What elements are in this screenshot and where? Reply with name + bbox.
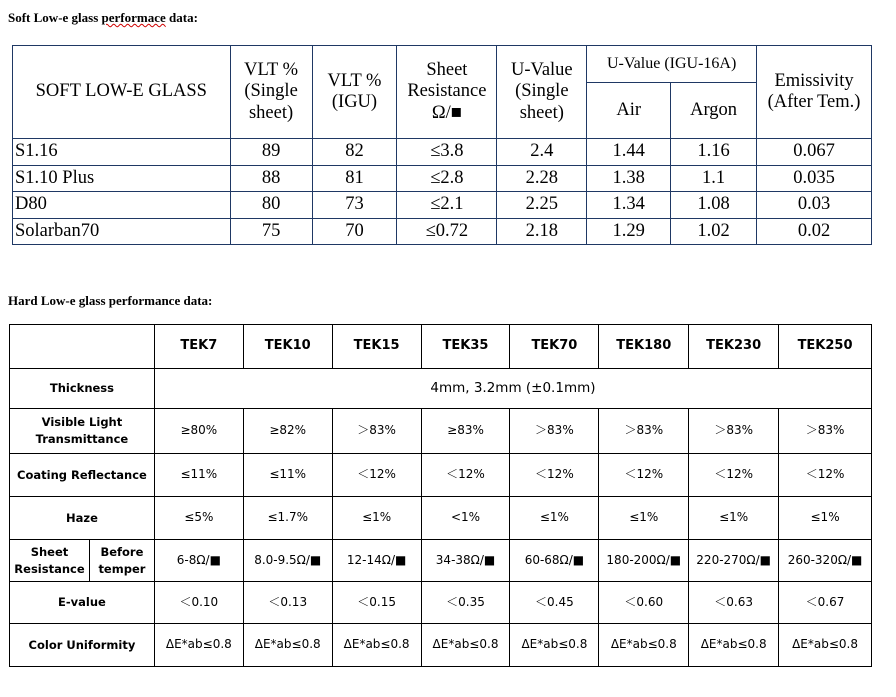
resistance-cell: 220-270Ω/■ (689, 540, 779, 582)
row-label-reflectance: Coating Reflectance (10, 454, 155, 497)
emissivity-cell: 0.067 (757, 139, 872, 166)
glass-name: S1.16 (13, 139, 231, 166)
label-line: temper (98, 561, 146, 576)
evalue-cell: ＜0.67 (779, 582, 872, 624)
resistance-cell: 6-8Ω/■ (154, 540, 243, 582)
reflectance-cell: ≤11% (243, 454, 332, 497)
reflectance-cell: ＜12% (779, 454, 872, 497)
uniformity-cell: ΔE*ab≤0.8 (421, 624, 510, 667)
column-header: TEK180 (599, 325, 689, 369)
row-sublabel-before-temper (89, 540, 154, 582)
table-row (13, 165, 872, 192)
table-row (10, 497, 872, 540)
argon-cell: 1.08 (671, 192, 757, 219)
vlt-igu-cell: 70 (312, 218, 397, 245)
emissivity-cell: 0.03 (757, 192, 872, 219)
argon-cell: 1.02 (671, 218, 757, 245)
header-line: Emissivity (774, 70, 854, 91)
resistance-cell: 8.0-9.5Ω/■ (243, 540, 332, 582)
table-row (13, 192, 872, 219)
evalue-cell: ＜0.15 (332, 582, 421, 624)
table-row (10, 369, 872, 409)
vlt-cell: ＞83% (510, 409, 599, 454)
u-single-cell: 2.18 (497, 218, 587, 245)
argon-cell: 1.16 (671, 139, 757, 166)
glass-name: S1.10 Plus (13, 165, 231, 192)
vlt-cell: ＞83% (779, 409, 872, 454)
u-single-cell: 2.28 (497, 165, 587, 192)
reflectance-cell: ＜12% (599, 454, 689, 497)
header-line: sheet) (519, 102, 564, 123)
header-u-single (497, 46, 587, 139)
uniformity-cell: ΔE*ab≤0.8 (510, 624, 599, 667)
vlt-cell: ≥83% (421, 409, 510, 454)
glass-name: Solarban70 (13, 218, 231, 245)
vlt-single-cell: 75 (230, 218, 312, 245)
header-vlt-igu (312, 46, 397, 139)
header-line: sheet) (248, 102, 294, 123)
hard-lowe-table (9, 324, 872, 667)
row-label-sheet-resistance (10, 540, 90, 582)
column-header: TEK15 (332, 325, 421, 369)
heading-part: data: (165, 10, 198, 25)
thickness-value: 4mm, 3.2mm (±0.1mm) (154, 369, 871, 409)
header-air: Air (587, 83, 671, 139)
header-line: VLT % (244, 60, 299, 81)
haze-cell: ≤1% (510, 497, 599, 540)
soft-lowe-heading (8, 10, 198, 26)
evalue-cell: ＜0.10 (154, 582, 243, 624)
haze-cell: <1% (421, 497, 510, 540)
header-sheet-resistance (397, 46, 497, 139)
haze-cell: ≤1% (689, 497, 779, 540)
table-row (10, 409, 872, 454)
resistance-cell: 260-320Ω/■ (779, 540, 872, 582)
column-header: TEK10 (243, 325, 332, 369)
table-row (10, 454, 872, 497)
header-argon: Argon (671, 83, 757, 139)
vlt-cell: ≥80% (154, 409, 243, 454)
header-line: (After Tem.) (767, 92, 861, 112)
header-line: Resistance (407, 81, 487, 102)
evalue-cell: ＜0.13 (243, 582, 332, 624)
evalue-cell: ＜0.60 (599, 582, 689, 624)
resistance-cell: 180-200Ω/■ (599, 540, 689, 582)
air-cell: 1.38 (587, 165, 671, 192)
corner-cell (10, 325, 155, 369)
evalue-cell: ＜0.63 (689, 582, 779, 624)
uniformity-cell: ΔE*ab≤0.8 (243, 624, 332, 667)
resistance-cell: 34-38Ω/■ (421, 540, 510, 582)
glass-name: D80 (13, 192, 231, 219)
uniformity-cell: ΔE*ab≤0.8 (689, 624, 779, 667)
label-line: Visible Light (41, 415, 123, 430)
vlt-igu-cell: 73 (312, 192, 397, 219)
resistance-cell: ≤3.8 (397, 139, 497, 166)
resistance-cell: ≤2.8 (397, 165, 497, 192)
uniformity-cell: ΔE*ab≤0.8 (599, 624, 689, 667)
air-cell: 1.44 (587, 139, 671, 166)
header-vlt-single (230, 46, 312, 139)
hard-lowe-heading: Hard Low-e glass performance data: (8, 293, 213, 308)
table-row (13, 139, 872, 166)
evalue-cell: ＜0.45 (510, 582, 599, 624)
row-label-evalue: E-value (10, 582, 155, 624)
uniformity-cell: ΔE*ab≤0.8 (332, 624, 421, 667)
evalue-cell: ＜0.35 (421, 582, 510, 624)
uniformity-cell: ΔE*ab≤0.8 (779, 624, 872, 667)
heading-misspelled-word: performace (101, 10, 166, 25)
row-label-vlt (10, 409, 155, 454)
column-header: TEK250 (779, 325, 872, 369)
header-line: Sheet (426, 60, 468, 81)
vlt-cell: ≥82% (243, 409, 332, 454)
column-header: TEK70 (510, 325, 599, 369)
label-line: Sheet (30, 544, 69, 559)
vlt-single-cell: 80 (230, 192, 312, 219)
label-line: Resistance (14, 561, 85, 576)
header-u-igu: U-Value (IGU-16A) (587, 46, 757, 83)
vlt-cell: ＞83% (599, 409, 689, 454)
haze-cell: ≤5% (154, 497, 243, 540)
label-line: Transmittance (35, 432, 129, 446)
haze-cell: ≤1% (599, 497, 689, 540)
uniformity-cell: ΔE*ab≤0.8 (154, 624, 243, 667)
haze-cell: ≤1% (779, 497, 872, 540)
column-header: TEK230 (689, 325, 779, 369)
reflectance-cell: ＜12% (421, 454, 510, 497)
haze-cell: ≤1.7% (243, 497, 332, 540)
emissivity-cell: 0.035 (757, 165, 872, 192)
reflectance-cell: ＜12% (689, 454, 779, 497)
header-line: (IGU) (331, 92, 378, 112)
reflectance-cell: ≤11% (154, 454, 243, 497)
vlt-igu-cell: 81 (312, 165, 397, 192)
label-line: Before (100, 544, 144, 559)
vlt-cell: ＞83% (689, 409, 779, 454)
vlt-igu-cell: 82 (312, 139, 397, 166)
u-single-cell: 2.25 (497, 192, 587, 219)
haze-cell: ≤1% (332, 497, 421, 540)
vlt-single-cell: 89 (230, 139, 312, 166)
header-line: U-Value (511, 60, 573, 81)
header-line: (Single (244, 81, 298, 102)
row-label-thickness: Thickness (10, 369, 155, 409)
table-row (13, 218, 872, 245)
argon-cell: 1.1 (671, 165, 757, 192)
resistance-cell: ≤0.72 (397, 218, 497, 245)
header-line: VLT % (327, 70, 382, 91)
soft-lowe-table (12, 45, 872, 245)
emissivity-cell: 0.02 (757, 218, 872, 245)
column-header: TEK7 (154, 325, 243, 369)
heading-part: Soft Low-e glass (8, 10, 102, 25)
vlt-single-cell: 88 (230, 165, 312, 192)
table-row (10, 582, 872, 624)
reflectance-cell: ＜12% (332, 454, 421, 497)
air-cell: 1.34 (587, 192, 671, 219)
u-single-cell: 2.4 (497, 139, 587, 166)
reflectance-cell: ＜12% (510, 454, 599, 497)
row-label-color-uniformity: Color Uniformity (10, 624, 155, 667)
table-row (10, 325, 872, 369)
air-cell: 1.29 (587, 218, 671, 245)
header-emissivity (757, 46, 872, 139)
vlt-cell: ＞83% (332, 409, 421, 454)
column-header: TEK35 (421, 325, 510, 369)
header-line: (Single (515, 81, 569, 102)
header-line: Ω/■ (431, 102, 462, 123)
header-glass: SOFT LOW-E GLASS (13, 46, 231, 139)
resistance-cell: 60-68Ω/■ (510, 540, 599, 582)
table-row (10, 540, 872, 582)
row-label-haze: Haze (10, 497, 155, 540)
resistance-cell: ≤2.1 (397, 192, 497, 219)
resistance-cell: 12-14Ω/■ (332, 540, 421, 582)
table-row (10, 624, 872, 667)
